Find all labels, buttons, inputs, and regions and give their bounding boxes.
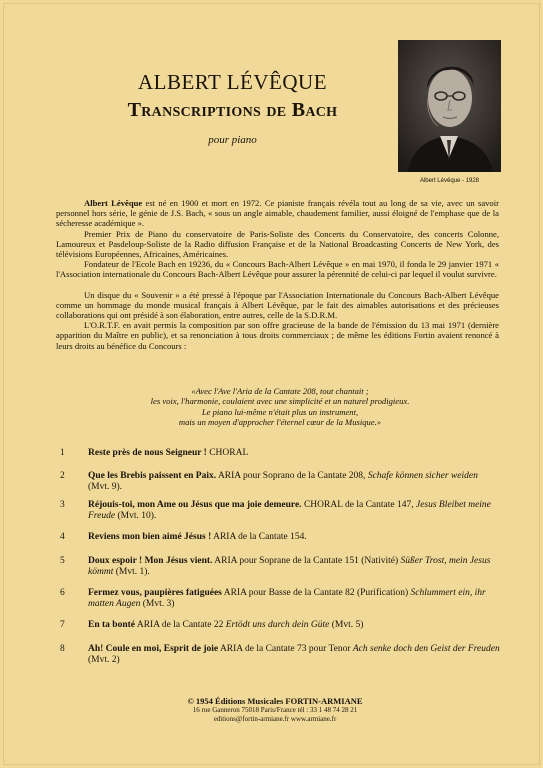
publisher-address: 16 rue Ganneron 75018 Paris/France tél : 33 1 48 74 28 21 [192,706,358,714]
quote-line: mais un moyen d'approcher l'éternel cœur de la Musique.» [178,417,382,428]
bio-paragraph: Albert Lévêque est né en 1900 et mort en 1972. Ce pianiste français révéla tout au long de sa vie, avec un savoir personnel hors série, le génie de J.S. Bach, « sous un angle aimable, chaudement familier, aussi éloigné de l'emphase que de la sécheresse académique ». [56,198,499,229]
track-number: 3 [60,500,65,510]
photo-caption: Albert Lévêque - 1928 [419,178,480,184]
track-title: Que les Brebis paissent en Paix. [88,471,217,481]
track-title: Fermez vous, paupières fatiguées [88,588,222,598]
subtitle: pour piano [208,134,257,146]
bio-paragraph: Un disque du « Souvenir » a été pressé à l'époque par l'Association Internationale du Concours Bach-Albert Lévêque comme un hommage du monde musical français à Albert Lévêque, par le fait des aimables autorisations et des précieuses collaborations qui ont présidé à son élaboration, entre autres, celle de la S.D.R.M. [56,289,499,321]
publisher-name: © 1954 Éditions Musicales FORTIN-ARMIANE [187,696,363,706]
bio-paragraph: Fondateur de l'Ecole Bach en 19236, du « Concours Bach-Albert Lévêque » en mai 1970, il fonda le 29 janvier 1971 « l'Association internationale du Concours Bach-Albert Lévêque pour assurer la pérennité de celui-ci par lequel il voulut survivre. [56,259,499,280]
track-title: Doux espoir ! Mon Jésus vient. [88,556,213,566]
quote-line: Le piano lui-même n'était plus un instrument, [201,406,359,417]
quote-line: les voix, l'harmonie, coulaient avec une simplicité et un naturel prodigieux. [150,396,410,407]
work-title: Transcriptions de Bach [127,99,338,121]
publisher-footer [170,697,380,724]
track-number: 6 [60,588,65,598]
score-cover-page: ALBERT LÉVÊQUE Transcriptions de Bach pour piano Albert Lévêque - 1928 Albert Lévêque est né en 1900 et mort en 1972. Ce pianiste français révéla tout au long de sa vie, avec un savoir personnel hors série, le génie de J.S. Bach, « sous un angle aimable, chaudement familier, aussi éloigné de l'emphase que de la sécheresse académique ». Premier Prix de Piano du conservatoire de Paris-Soliste des Concerts du Conservatoire, des concerts Colonne, Lamoureux et Pasdeloup-Soliste de la Radio diffusion Française et de la National Broadcasting Concerts de New York, des télévisions Européennes, Africaines, Américaines. Fondateur de l'Ecole Bach en 19236, du « Concours Bach-Albert Lévêque » en mai 1970, il fonda le 29 janvier 1971 « l'Association internationale du Concours Bach-Albert Lévêque pour assurer la pérennité de celui-ci par lequel il voulut survivre. Un disque du « Souvenir » a été pressé à l'époque par l'Association Internationale du Concours Bach-Albert Lévêque comme un hommage du monde musical français à Albert Lévêque, par le fait des aimables autorisations et des précieuses collaborations qui ont présidé à son élaboration, entre autres, celle de la S.D.R.M. L'O.R.T.F. en avait permis la composition par son offre gracieuse de la bande de l'émission du 13 mai 1971 (dernière apparition du Maître en public), et sa renonciation à tous droits commerciaux ; de même les éditions Fortin avaient renoncé à leurs droits au bénéfice du Concours : «Avec l'Ave l'Aria de la Cantate 208, tout chantait ; les voix, l'harmonie, coulaient avec une simplicité et un naturel prodigieux. Le piano lui-même n'était plus un instrument, mais un moyen d'approcher l'éternel cœur de la Musique.» 1 Reste près de nous Seigneur ! CHORAL 2 Que les Brebis paissent en Paix. ARIA pour Soprano de la Cantate 208, Schafe können sicher weiden (Mvt. 9). 3 Réjouis-toi, mon Ame ou Jésus que ma joie demeure. CHORAL de la Cantate 147, Jesus Bleibet meine Freude (Mvt. 10). 4 Reviens mon bien aimé Jésus ! ARIA de la Cantate 154. 5 Doux espoir ! Mon Jésus vient. ARIA pour Soprane de la Cantate 151 (Nativité) Süßer Trost, mein Jesus kömmt (Mvt. 1). 6 Fermez vous, paupières fatiguées ARIA pour Basse de la Cantate 82 (Purification) Schlummert ein, ihr matten Augen (Mvt. 3) 7 En ta bonté ARIA de la Cantate 22 Ertödt uns durch dein Güte (Mvt. 5) 8 Ah! Coule en moi, Esprit de joie ARIA de la Cantate 73 pour Tenor Ach senke doch den Geist der Freuden (Mvt. 2) © 1954 Éditions Musicales FORTIN-ARMIANE 16 rue Ganneron 75018 Paris/France tél : 33 1 48 74 28 21 editions@fortin-armiane.fr www.armiane.fr [0,0,543,768]
track-title: Reviens mon bien aimé Jésus ! [88,532,212,542]
composer-name: ALBERT LÉVÊQUE [137,70,328,94]
track-number: 7 [60,620,65,630]
biography-text [56,198,499,351]
bio-paragraph: L'O.R.T.F. en avait permis la composition par son offre gracieuse de la bande de l'émission du 13 mai 1971 (dernière apparition du Maître en public), et sa renonciation à tous droits commerciaux ; de même les éditions Fortin avaient renoncé à leurs droits au bénéfice du Concours : [56,320,499,351]
track-number: 4 [60,532,65,542]
track-number: 1 [60,448,65,458]
title-block [95,70,370,146]
track-title: Réjouis-toi, mon Ame ou Jésus que ma joie demeure. [88,500,302,510]
track-number: 8 [60,644,65,654]
track-title: Ah! Coule en moi, Esprit de joie [88,644,219,654]
bio-paragraph: Premier Prix de Piano du conservatoire de Paris-Soliste des Concerts du Conservatoire, des concerts Colonne, Lamoureux et Pasdeloup-Soliste de la Radio diffusion Française et de la National Broadcasting Concerts de New York, des télévisions Européennes, Africaines, Américaines. [56,228,499,260]
publisher-contact: editions@fortin-armiane.fr www.armiane.fr [213,715,337,723]
track-number: 2 [60,471,65,481]
quote-line: «Avec l'Ave l'Aria de la Cantate 208, tout chantait ; [191,386,369,396]
track-number: 5 [60,556,65,566]
bio-lead-name: Albert Lévêque [84,198,143,208]
portrait-photo [398,40,501,172]
track-title: En ta bonté [88,620,135,630]
track-title: Reste près de nous Seigneur ! [88,448,207,458]
quote-block [110,386,450,428]
